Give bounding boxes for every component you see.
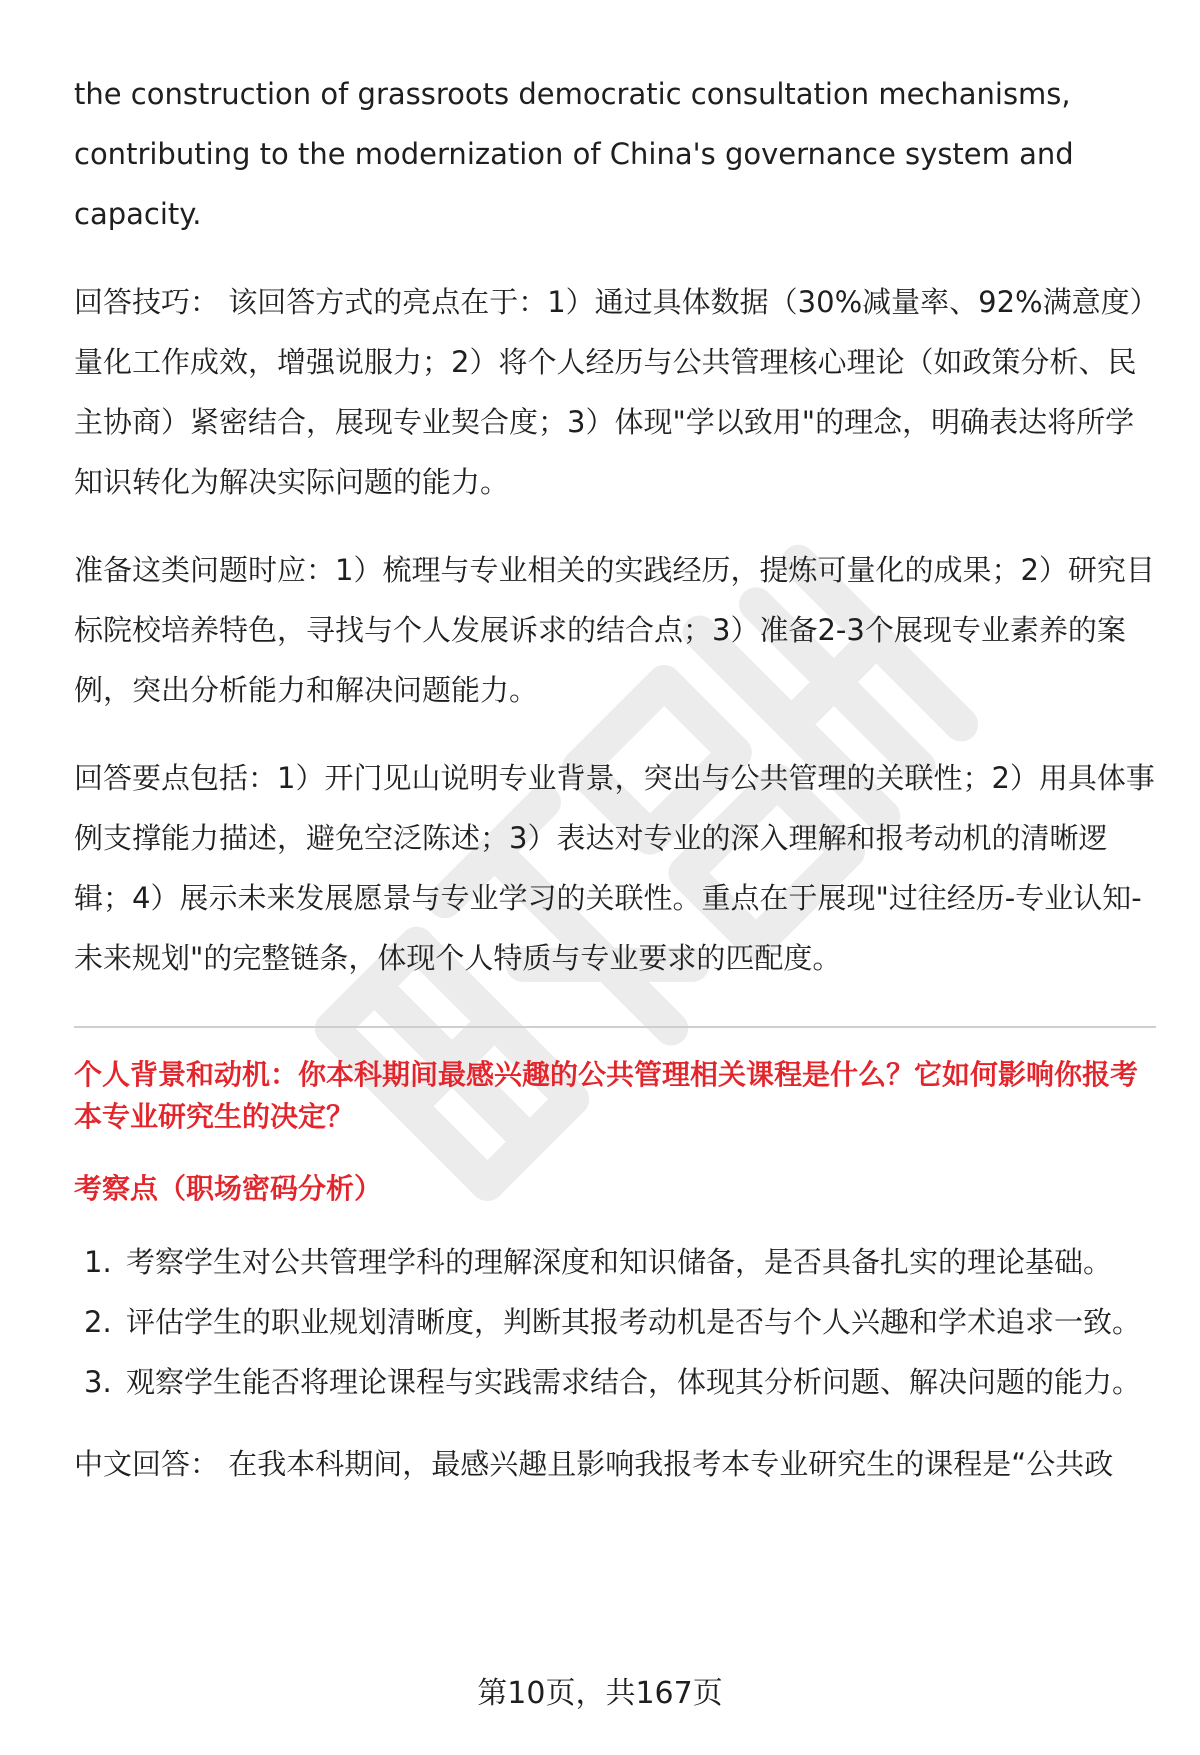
assessment-point-text: 评估学生的职业规划清晰度，判断其报考动机是否与个人兴趣和学术追求一致。 [126, 1305, 1142, 1339]
assessment-points-list [74, 1232, 1156, 1412]
page-indicator: 第10页，共167页 [477, 1676, 723, 1711]
technique-text: 该回答方式的亮点在于：1）通过具体数据（30%减量率、92%满意度）量化工作成效，增强说服力；2）将个人经历与公共管理核心理论（如政策分析、民主协商）紧密结合，展现专业契合度；3）体现"学以致用"的理念，明确表达将所学知识转化为解决实际问题的能力。 [74, 285, 1145, 499]
answer-label: 中文回答： [74, 1447, 220, 1481]
assessment-point [74, 1232, 1156, 1292]
assessment-point-text: 观察学生能否将理论课程与实践需求结合，体现其分析问题、解决问题的能力。 [126, 1365, 1142, 1399]
assessment-heading: 考察点（职场密码分析） [74, 1172, 383, 1205]
assessment-point [74, 1352, 1156, 1412]
assessment-point-text: 考察学生对公共管理学科的理解深度和知识储备，是否具备扎实的理论基础。 [126, 1245, 1113, 1279]
assessment-point [74, 1292, 1156, 1352]
answer-paragraph [74, 1434, 1156, 1494]
technique-label: 回答技巧： [74, 285, 220, 319]
assessment-point-number: 2. [84, 1305, 112, 1339]
section-divider [74, 1026, 1156, 1028]
assessment-point-number: 3. [84, 1365, 112, 1399]
assessment-point-number: 1. [84, 1245, 112, 1279]
key-points-paragraph: 回答要点包括：1）开门见山说明专业背景，突出与公共管理的关联性；2）用具体事例支撑能力描述，避免空泛陈述；3）表达对专业的深入理解和报考动机的清晰逻辑；4）展示未来发展愿景与专业学习的关联性。重点在于展现"过往经历-专业认知-未来规划"的完整链条，体现个人特质与专业要求的匹配度。 [74, 761, 1155, 975]
question-title: 个人背景和动机：你本科期间最感兴趣的公共管理相关课程是什么？它如何影响你报考本专业研究生的决定？ [74, 1058, 1139, 1133]
technique-paragraph [74, 272, 1156, 512]
answer-text: 在我本科期间，最感兴趣且影响我报考本专业研究生的课程是“公共政 [219, 1447, 1114, 1481]
intro-continuation-paragraph: the construction of grassroots democratic consultation mechanisms, contributing to the modernization of China's governance system and capacity. [74, 77, 1074, 231]
preparation-paragraph: 准备这类问题时应：1）梳理与专业相关的实践经历，提炼可量化的成果；2）研究目标院校培养特色，寻找与个人发展诉求的结合点；3）准备2-3个展现专业素养的案例，突出分析能力和解决问题能力。 [74, 553, 1155, 707]
document-content [74, 64, 1156, 1494]
